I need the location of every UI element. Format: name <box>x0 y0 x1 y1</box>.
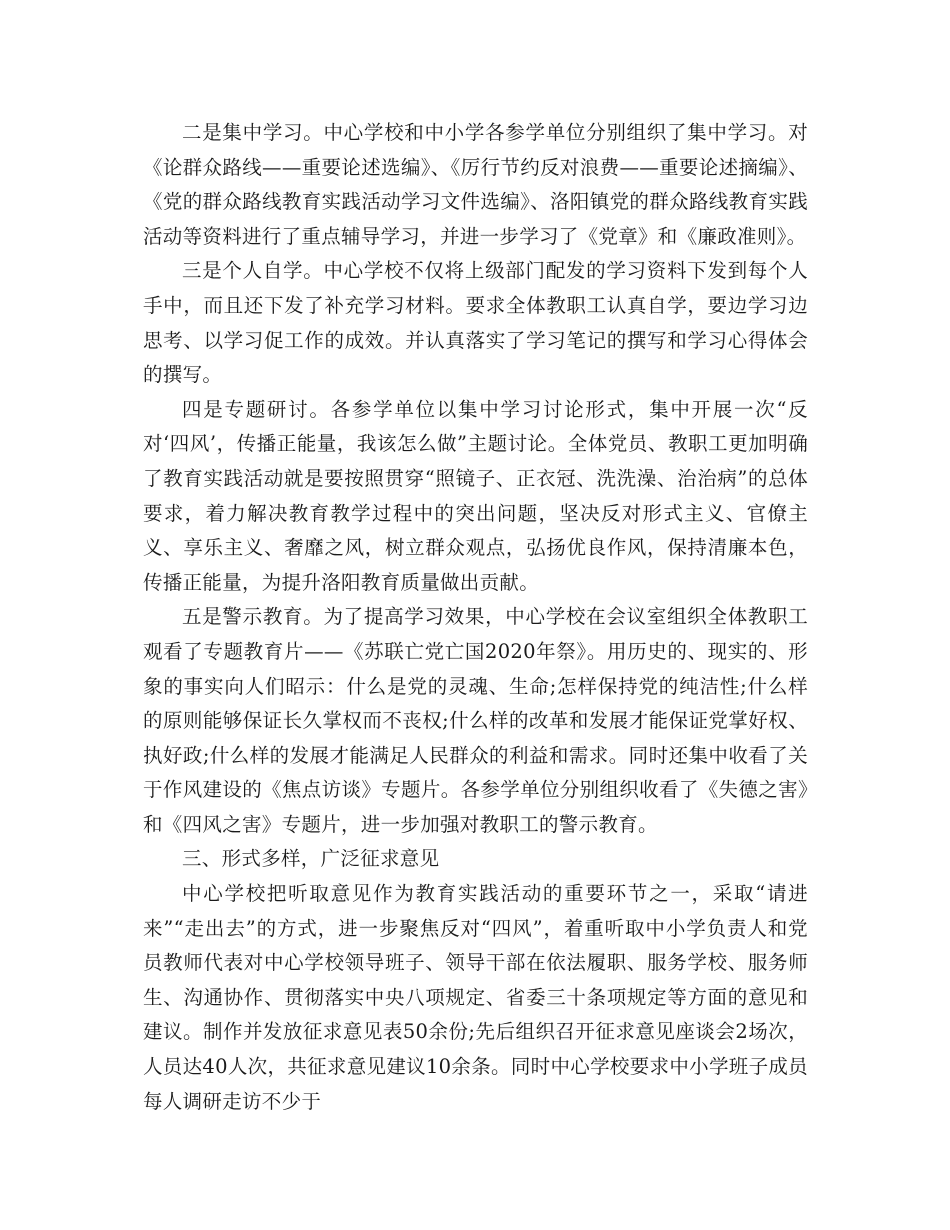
section-heading: 三、形式多样，广泛征求意见 <box>182 847 440 871</box>
paragraph-warning-education: 五是警示教育。为了提高学习效果，中心学校在会议室组织全体教职工观看了专题教育片——《苏联亡党亡国2020年祭》。用历史的、现实的、形象的事实向人们昭示：什么是党的灵魂、生命;怎样保持党的纯洁性;什么样的原则能够保证长久掌权而不丧权;什么样的改革和发展才能保证党掌好权、执好政;什么样的发展才能满足人民群众的利益和需求。同时还集中收看了关于作风建设的《焦点访谈》专题片。各参学单位分别组织收看了《失德之害》和《四风之害》专题片，进一步加强对教职工的警示教育。 <box>143 605 808 836</box>
paragraph-centralized-study: 二是集中学习。中心学校和中小学各参学单位分别组织了集中学习。对《论群众路线——重要论述选编》、《厉行节约反对浪费——重要论述摘编》、《党的群众路线教育实践活动学习文件选编》、洛阳镇党的群众路线教育实践活动等资料进行了重点辅导学习，并进一步学习了《党章》和《廉政准则》。 <box>143 121 808 248</box>
paragraph-self-study: 三是个人自学。中心学校不仅将上级部门配发的学习资料下发到每个人手中，而且还下发了补充学习材料。要求全体教职工认真自学，要边学习边思考、以学习促工作的成效。并认真落实了学习笔记的撰写和学习心得体会的撰写。 <box>143 259 808 387</box>
paragraph-seminar: 四是专题研讨。各参学单位以集中学习讨论形式，集中开展一次“反对‘四风’，传播正能量，我该怎么做”主题讨论。全体党员、教职工更加明确了教育实践活动就是要按照贯穿“照镜子、正衣冠、洗洗澡、治治病”的总体要求，着力解决教育教学过程中的突出问题，坚决反对形式主义、官僚主义、享乐主义、奢靡之风，树立群众观点，弘扬优良作风，保持清廉本色，传播正能量，为提升洛阳教育质量做出贡献。 <box>143 397 808 594</box>
paragraph-soliciting-opinions: 中心学校把听取意见作为教育实践活动的重要环节之一，采取“请进来”“走出去”的方式，进一步聚焦反对“四风”，着重听取中小学负责人和党员教师代表对中心学校领导班子、领导干部在依法履职、服务学校、服务师生、沟通协作、贯彻落实中央八项规定、省委三十条项规定等方面的意见和建议。制作并发放征求意见表50余份;先后组织召开征求意见座谈会2场次，人员达40人次，共征求意见建议10余条。同时中心学校要求中小学班子成员每人调研走访不少于 <box>143 882 808 1113</box>
document-body <box>143 116 808 1119</box>
